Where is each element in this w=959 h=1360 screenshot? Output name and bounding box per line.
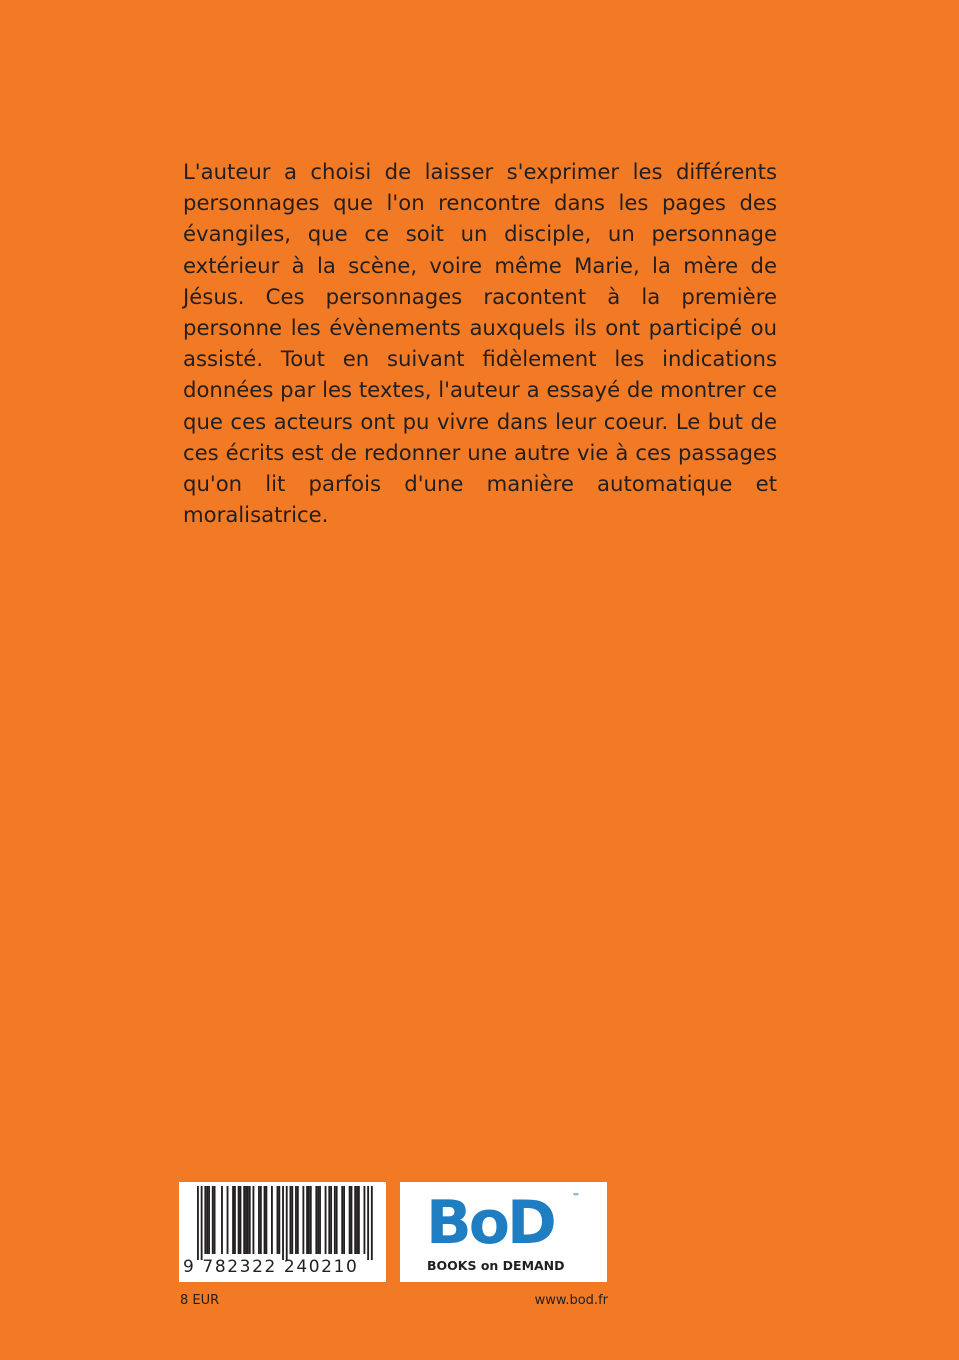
barcode-bar — [343, 1186, 345, 1254]
barcode-bar — [319, 1186, 321, 1254]
barcode-bar — [302, 1186, 304, 1254]
barcode-bar — [234, 1186, 236, 1254]
barcode-bar — [204, 1186, 206, 1254]
barcode-bar — [201, 1186, 203, 1260]
barcode-bar — [328, 1186, 330, 1254]
barcode-bar — [221, 1186, 223, 1254]
barcode-bar — [206, 1186, 208, 1254]
barcode-bar — [325, 1186, 327, 1254]
barcode-bar — [308, 1186, 310, 1254]
barcode-bar — [271, 1186, 273, 1254]
back-cover-blurb: L'auteur a choisi de laisser s'exprimer les différents personnages que l'on rencontre dans les pages des évangiles, que ce soit un disciple, un personnage extérieur à la scène, voire même Marie, la mère de Jésus. Ces personnages racontent à la première personne les évènements auxquels ils ont participé ou assisté. Tout en suivant fidèlement les indications données par les textes, l'auteur a essayé de montrer ce que ces acteurs ont pu vivre dans leur coeur. Le but de ces écrits est de redonner une autre vie à ces passages qu'on lit parfois d'une manière automatique et moralisatrice. — [183, 159, 777, 528]
barcode-bar — [286, 1186, 288, 1260]
barcode-bar — [295, 1186, 297, 1254]
barcode-bar — [245, 1186, 247, 1254]
barcode-bar — [277, 1186, 279, 1254]
barcode-bar — [265, 1186, 267, 1254]
publisher-website: www.bod.fr — [534, 1293, 608, 1308]
barcode-bar — [282, 1186, 284, 1260]
barcode-bar — [334, 1186, 336, 1254]
barcode-digits: 9 782322 240210 — [183, 1257, 359, 1277]
barcode-bar — [247, 1186, 249, 1254]
barcode-bar — [349, 1186, 351, 1254]
barcode-bar — [290, 1186, 292, 1254]
barcode-bar — [310, 1186, 312, 1254]
barcode-bar — [351, 1186, 353, 1254]
publisher-tagline: BOOKS on DEMAND — [427, 1258, 565, 1273]
barcode-bar — [197, 1186, 199, 1260]
barcode-bar — [264, 1186, 266, 1254]
barcode-bar — [297, 1186, 299, 1254]
barcode-bar — [258, 1186, 260, 1254]
barcode-bar — [214, 1186, 216, 1254]
barcode-bar — [315, 1186, 317, 1254]
barcode-bar — [336, 1186, 338, 1254]
barcode-bar — [358, 1186, 360, 1254]
bod-logo-mark: BoD — [426, 1188, 554, 1258]
barcode-bar — [317, 1186, 319, 1254]
barcode-bar — [232, 1186, 234, 1254]
isbn-barcode — [179, 1182, 386, 1282]
barcode-bar — [330, 1186, 332, 1254]
barcode-bar — [278, 1186, 280, 1254]
trademark-symbol: ™ — [572, 1192, 580, 1201]
barcode-bar — [306, 1186, 308, 1254]
barcode-bar — [212, 1186, 214, 1254]
barcode-bar — [354, 1186, 356, 1254]
barcode-bar — [208, 1186, 210, 1254]
price-label: 8 EUR — [180, 1293, 220, 1308]
barcode-bar — [364, 1186, 366, 1254]
barcode-bar — [341, 1186, 343, 1254]
barcode-bar — [238, 1186, 240, 1254]
barcode-bar — [227, 1186, 229, 1254]
barcode-bar — [243, 1186, 245, 1254]
barcode-bar — [249, 1186, 251, 1254]
barcode-bar — [240, 1186, 242, 1254]
barcode-bar — [253, 1186, 255, 1254]
barcode-bar — [291, 1186, 293, 1254]
barcode-bar — [367, 1186, 369, 1260]
barcode-bar — [356, 1186, 358, 1254]
barcode-bar — [260, 1186, 262, 1254]
publisher-logo — [400, 1182, 607, 1282]
barcode-bar — [371, 1186, 373, 1260]
